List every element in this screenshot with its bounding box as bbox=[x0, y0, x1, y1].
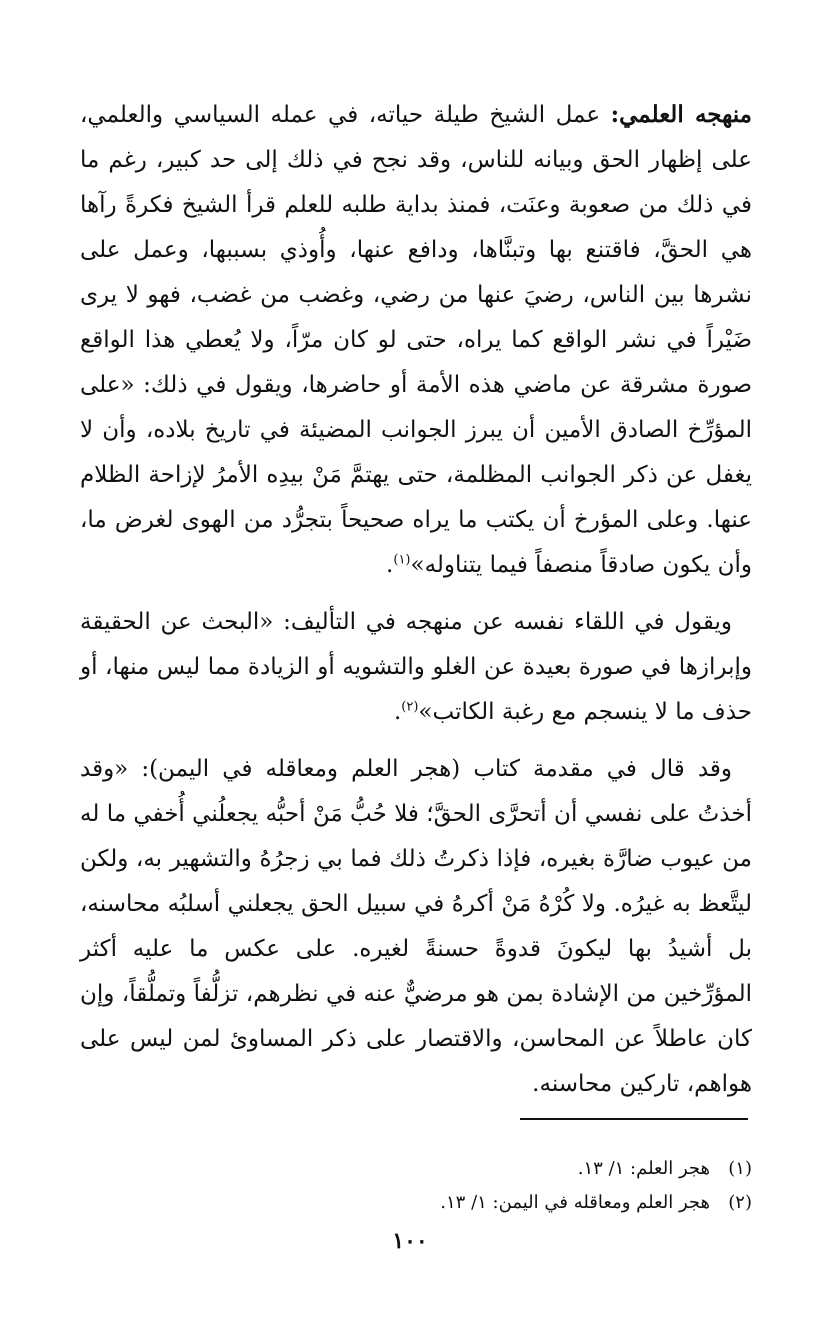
paragraph-end: . bbox=[393, 699, 402, 725]
page-number: ١٠٠ bbox=[392, 1228, 428, 1254]
footnote-text: هجر العلم: ١/ ١٣. bbox=[577, 1158, 710, 1179]
footnote-item bbox=[80, 1186, 752, 1220]
paragraph-text: ويقول في اللقاء نفسه عن منهجه في التأليف: «البحث عن الحقيقة وإبرازها في صورة بعيدة عن الغلو والتشويه أو الزيادة مما ليس منها، أو حذف ما لا ينسجم مع رغبة الكاتب» bbox=[80, 609, 752, 725]
footnotes bbox=[80, 1152, 752, 1220]
footnote-number: (١) bbox=[728, 1158, 752, 1179]
paragraph-text: وقد قال في مقدمة كتاب (هجر العلم ومعاقله في اليمن): «وقد أخذتُ على نفسي أن أتحرَّى الحقَّ؛ فلا حُبُّ مَنْ أحبُّه يجعلُني أُخفي ما له من عيوب ضارَّة بغيره، فإذا ذكرتُ ذلك فما بي زجرُهُ والتشهير به، ولكن ليتَّعظ به غيرُه. ولا كُرْهُ مَنْ أكرهُ في سبيل الحق يجعلني أسلبُه محاسنه، بل أشيدُ بها ليكونَ قدوةً حسنةً لغيره. على عكس ما عليه أكثر المؤرِّخين من الإشادة بمن هو مرضيٌّ عنه في نظرهم، تزلُّفاً وتملُّقاً، وإن كان عاطلاً عن المحاسن، والاقتصار على ذكر المساوئ لمن ليس على هواهم، تاركين محاسنه. bbox=[80, 756, 752, 1097]
footnote-text: هجر العلم ومعاقله في اليمن: ١/ ١٣. bbox=[440, 1192, 710, 1213]
paragraph-end: . bbox=[386, 552, 394, 578]
footnote-divider bbox=[520, 1118, 748, 1120]
footnote-item bbox=[80, 1152, 752, 1186]
footnote-ref-2: (٢) bbox=[401, 699, 419, 715]
footnote-number: (٢) bbox=[728, 1192, 752, 1213]
body-text bbox=[80, 92, 752, 1107]
paragraph-authoring bbox=[80, 600, 752, 735]
footnote-ref-1: (١) bbox=[393, 552, 411, 568]
section-heading: منهجه العلمي: bbox=[610, 101, 752, 128]
paragraph-text: عمل الشيخ طيلة حياته، في عمله السياسي والعلمي، على إظهار الحق وبيانه للناس، وقد نجح في ذلك إلى حد كبير، رغم ما في ذلك من صعوبة وعنَت، فمنذ بداية طلبه للعلم قرأ الشيخ فكرةً رآها هي الحقَّ، فاقتنع بها وتبنَّاها، ودافع عنها، وأُوذي بسببها، وعمل على نشرها بين الناس، رضيَ عنها من رضي، وغضب من غضب، فهو لا يرى ضَيْراً في نشر الواقع كما يراه، حتى لو كان مرّاً، ولا يُعطي هذا الواقع صورة مشرقة عن ماضي هذه الأمة أو حاضرها، ويقول في ذلك: «على المؤرِّخ الصادق الأمين أن يبرز الجوانب المضيئة في تاريخ بلاده، وأن لا يغفل عن ذكر الجوانب المظلمة، حتى يهتمَّ مَنْ بيدِه الأمرُ لإزاحة الظلام عنها. وعلى المؤرخ أن يكتب ما يراه صحيحاً بتجرُّد من الهوى لغرض ما، وأن يكون صادقاً منصفاً فيما يتناوله» bbox=[80, 102, 752, 578]
paragraph-method bbox=[80, 92, 752, 588]
paragraph-introduction-quote bbox=[80, 747, 752, 1107]
